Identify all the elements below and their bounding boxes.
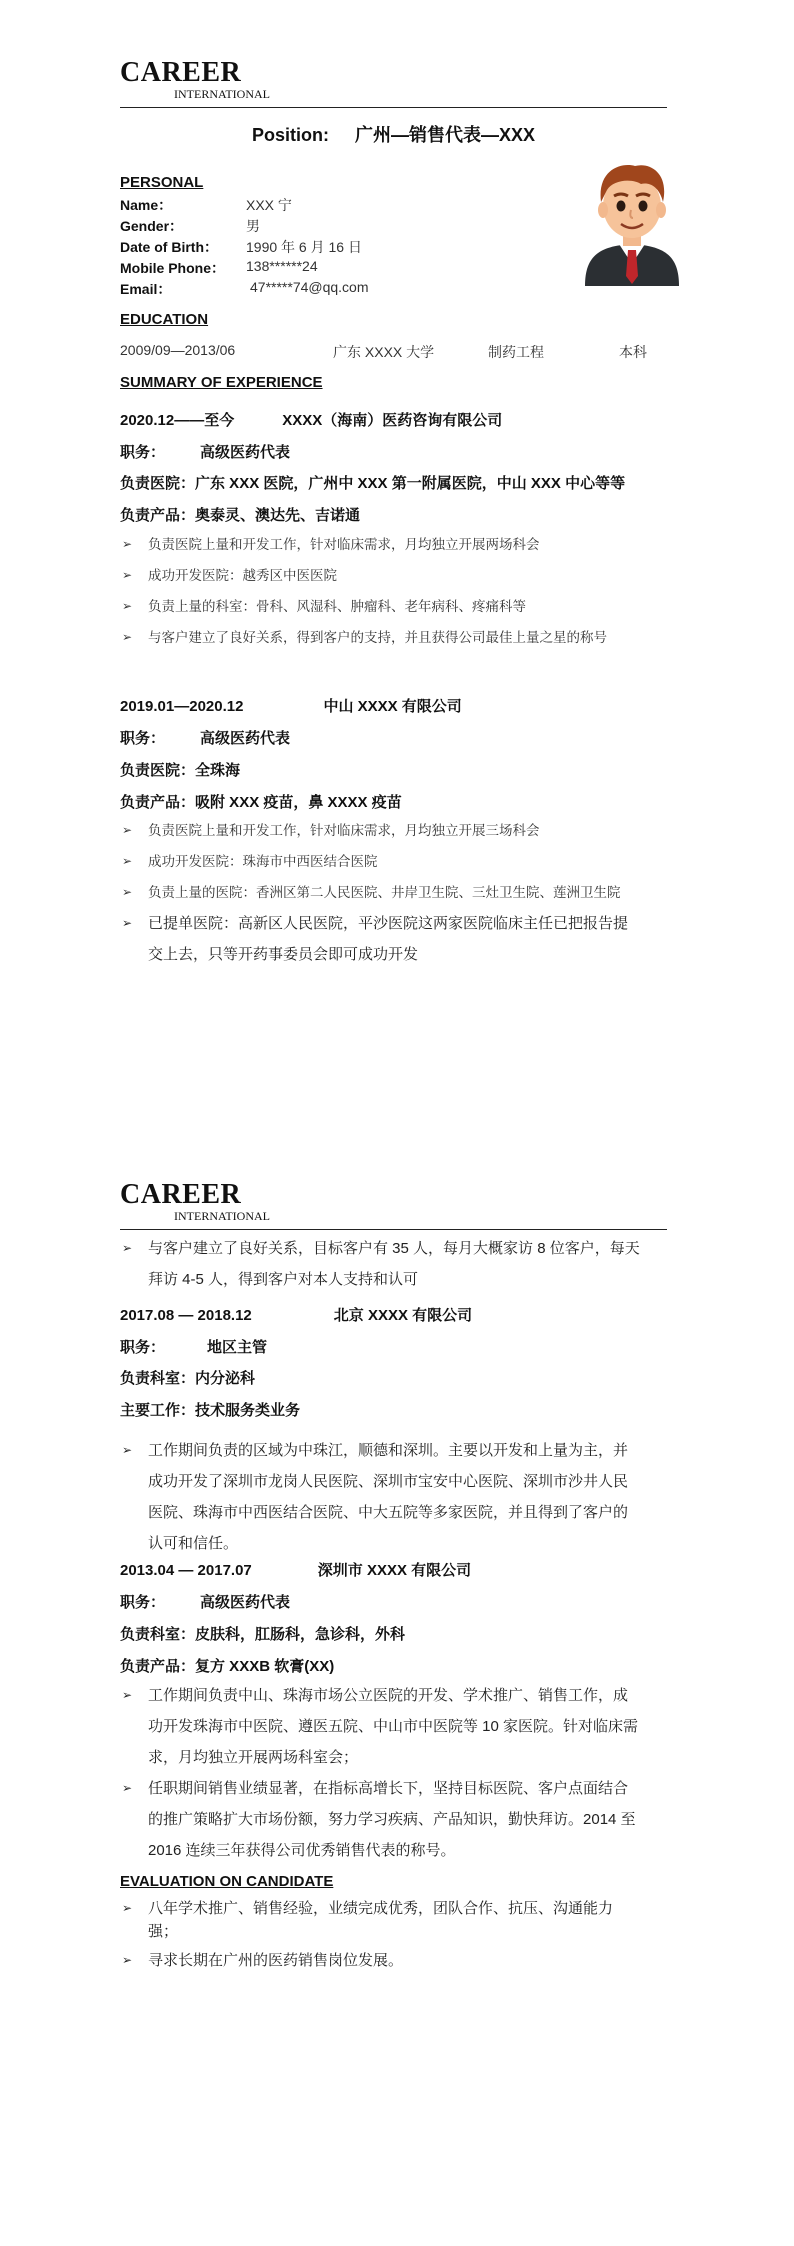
job1-company: XXXX（海南）医药咨询有限公司 (282, 412, 503, 429)
position-title (120, 121, 667, 147)
avatar (583, 160, 681, 286)
job2-hospitals-value: 全珠海 (195, 762, 241, 779)
brand-logo (120, 58, 270, 101)
job1-products-value: 奥泰灵、澳达先、吉诺通 (195, 507, 361, 524)
list-item-continuation: 的推广策略扩大市场份额，努力学习疾病、产品知识，勤快拜访。2014 至 (148, 1811, 636, 1828)
list-item: ➢ 负责医院上量和开发工作，针对临床需求，月均独立开展三场科会 (122, 815, 672, 846)
list-item: ➢ 任职期间销售业绩显著，在指标高增长下，坚持目标医院、客户点面结合 (122, 1773, 677, 1804)
bullet-arrow-icon: ➢ (122, 1901, 133, 1915)
evaluation-heading: EVALUATION ON CANDIDATE (120, 1873, 334, 1890)
job1-role (120, 441, 290, 462)
job3-work (120, 1399, 300, 1420)
job4-period: 2013.04 — 2017.07 (120, 1562, 252, 1579)
list-item-continuation: 功开发珠海市中医院、遵医五院、中山市中医院等 10 家医院。针对临床需 (148, 1718, 639, 1735)
job1-header (120, 409, 502, 430)
job4-products-value: 复方 XXXB 软膏(XX) (195, 1658, 335, 1675)
job4-products-label: 负责产品： (120, 1658, 196, 1675)
list-item: ➢ 负责上量的医院：香洲区第二人民医院、井岸卫生院、三灶卫生院、莲洲卫生院 (122, 877, 672, 908)
bullet-arrow-icon: ➢ (122, 1443, 133, 1457)
personal-heading: PERSONAL (120, 174, 204, 191)
gender-value: 男 (246, 218, 260, 234)
job4-role-value: 高级医药代表 (200, 1594, 291, 1611)
bullet-arrow-icon: ➢ (122, 599, 133, 613)
brand-name: CAREER (120, 57, 242, 88)
job2-products-label: 负责产品： (120, 794, 196, 811)
phone-label: Mobile Phone： (120, 260, 225, 276)
list-item-continuation: 交上去，只等开药事委员会即可成功开发 (148, 946, 419, 963)
job4-products (120, 1655, 334, 1676)
bullet-arrow-icon: ➢ (122, 537, 133, 551)
job1-role-value: 高级医药代表 (200, 444, 291, 461)
job2-products-value: 吸附 XXX 疫苗，鼻 XXXX 疫苗 (195, 794, 402, 811)
job3-department-label: 负责科室： (120, 1370, 196, 1387)
list-item: ➢ 工作期间负责中山、珠海市场公立医院的开发、学术推广、销售工作，成 (122, 1680, 677, 1711)
list-item-continuation: 求，月均独立开展两场科室会； (148, 1749, 359, 1766)
edu-degree: 本科 (619, 344, 647, 360)
gender-label: Gender： (120, 218, 184, 234)
job3-role-value: 地区主管 (207, 1339, 268, 1356)
job4-role-label: 职务： (120, 1594, 166, 1611)
brand-subtitle: INTERNATIONAL (174, 87, 270, 101)
bullet-arrow-icon: ➢ (122, 1781, 133, 1795)
job3-department (120, 1367, 255, 1388)
job2-period: 2019.01—2020.12 (120, 698, 244, 715)
dob-label: Date of Birth： (120, 239, 218, 255)
name-value: XXX 宁 (246, 197, 292, 213)
list-item: ➢ 寻求长期在广州的医药销售岗位发展。 (122, 1945, 677, 1976)
list-item: ➢ 与客户建立了良好关系，得到客户的支持，并且获得公司最佳上量之星的称号 (122, 622, 672, 653)
job2-products (120, 791, 402, 812)
list-item: ➢ 负责上量的科室：骨科、风湿科、肿瘤科、老年病科、疼痛科等 (122, 591, 672, 622)
bullet-arrow-icon: ➢ (122, 916, 133, 930)
job4-department-value: 皮肤科，肛肠科，急诊科，外科 (195, 1626, 406, 1643)
job1-products-label: 负责产品： (120, 507, 196, 524)
education-heading: EDUCATION (120, 311, 209, 328)
job1-hospitals (120, 472, 625, 493)
bullet-arrow-icon: ➢ (122, 568, 133, 582)
position-label: Position: (251, 125, 329, 145)
job2-hospitals-label: 负责医院： (120, 762, 196, 779)
list-item-continuation: 医院、珠海市中西医结合医院、中大五院等多家医院，并且得到了客户的 (148, 1504, 629, 1521)
list-item: ➢ 与客户建立了良好关系，目标客户有 35 人，每月大概家访 8 位客户，每天 (122, 1233, 677, 1264)
dob-value: 1990 年 6 月 16 日 (246, 239, 362, 255)
list-item-continuation: 2016 连续三年获得公司优秀销售代表的称号。 (148, 1842, 456, 1859)
job3-role-label: 职务： (120, 1339, 166, 1356)
edu-period: 2009/09—2013/06 (120, 342, 236, 358)
position-value: 广州—销售代表—XXX (354, 125, 536, 145)
job2-header (120, 695, 462, 716)
job3-department-value: 内分泌科 (195, 1370, 256, 1387)
job3-header (120, 1304, 472, 1325)
email-value: 47*****74@qq.com (250, 279, 369, 295)
job2-role-label: 职务： (120, 730, 166, 747)
list-item-continuation: 拜访 4-5 人，得到客户对本人支持和认可 (148, 1271, 419, 1288)
brand-name: CAREER (120, 1179, 242, 1210)
job4-department-label: 负责科室： (120, 1626, 196, 1643)
job3-role (120, 1336, 267, 1357)
name-label: Name： (120, 197, 173, 213)
job3-period: 2017.08 — 2018.12 (120, 1307, 252, 1324)
phone-value: 138******24 (246, 258, 318, 274)
summary-heading: SUMMARY OF EXPERIENCE (120, 374, 323, 391)
job4-company: 深圳市 XXXX 有限公司 (317, 1562, 472, 1579)
email-label: Email： (120, 281, 172, 297)
job4-header (120, 1559, 471, 1580)
job4-role (120, 1591, 290, 1612)
list-item: ➢ 成功开发医院：珠海市中西医结合医院 (122, 846, 672, 877)
job4-department (120, 1623, 405, 1644)
bullet-arrow-icon: ➢ (122, 823, 133, 837)
job1-period: 2020.12——至今 (120, 412, 235, 429)
job3-work-value: 技术服务类业务 (195, 1402, 301, 1419)
job2-hospitals (120, 759, 240, 780)
bullet-arrow-icon: ➢ (122, 1241, 133, 1255)
edu-major: 制药工程 (488, 344, 544, 360)
bullet-arrow-icon: ➢ (122, 630, 133, 644)
bullet-arrow-icon: ➢ (122, 1953, 133, 1967)
job2-role (120, 727, 290, 748)
list-item-continuation: 强； (148, 1923, 179, 1940)
list-item: ➢ 成功开发医院：越秀区中医医院 (122, 560, 672, 591)
bullet-arrow-icon: ➢ (122, 1688, 133, 1702)
job1-role-label: 职务： (120, 444, 166, 461)
job2-role-value: 高级医药代表 (200, 730, 291, 747)
job1-hospitals-label: 负责医院： (120, 475, 196, 492)
list-item: ➢ 已提单医院：高新区人民医院，平沙医院这两家医院临床主任已把报告提 (122, 908, 677, 939)
job1-products (120, 504, 360, 525)
job3-work-label: 主要工作： (120, 1402, 196, 1419)
bullet-arrow-icon: ➢ (122, 854, 133, 868)
list-item: ➢ 八年学术推广、销售经验，业绩完成优秀，团队合作、抗压、沟通能力 (122, 1893, 677, 1924)
brand-subtitle: INTERNATIONAL (174, 1209, 270, 1223)
list-item-continuation: 成功开发了深圳市龙岗人民医院、深圳市宝安中心医院、深圳市沙井人民 (148, 1473, 629, 1490)
list-item: ➢ 工作期间负责的区域为中珠江，顺德和深圳。主要以开发和上量为主，并 (122, 1435, 677, 1466)
job1-hospitals-value: 广东 XXX 医院，广州中 XXX 第一附属医院，中山 XXX 中心等等 (195, 475, 626, 492)
job2-company: 中山 XXXX 有限公司 (323, 698, 462, 715)
list-item: ➢ 负责医院上量和开发工作，针对临床需求，月均独立开展两场科会 (122, 529, 672, 560)
edu-school: 广东 XXXX 大学 (333, 344, 435, 360)
header-rule (120, 1229, 667, 1230)
list-item-continuation: 认可和信任。 (148, 1535, 239, 1552)
brand-logo-page2 (120, 1180, 270, 1223)
job3-company: 北京 XXXX 有限公司 (333, 1307, 473, 1324)
bullet-arrow-icon: ➢ (122, 885, 133, 899)
header-rule (120, 107, 667, 108)
